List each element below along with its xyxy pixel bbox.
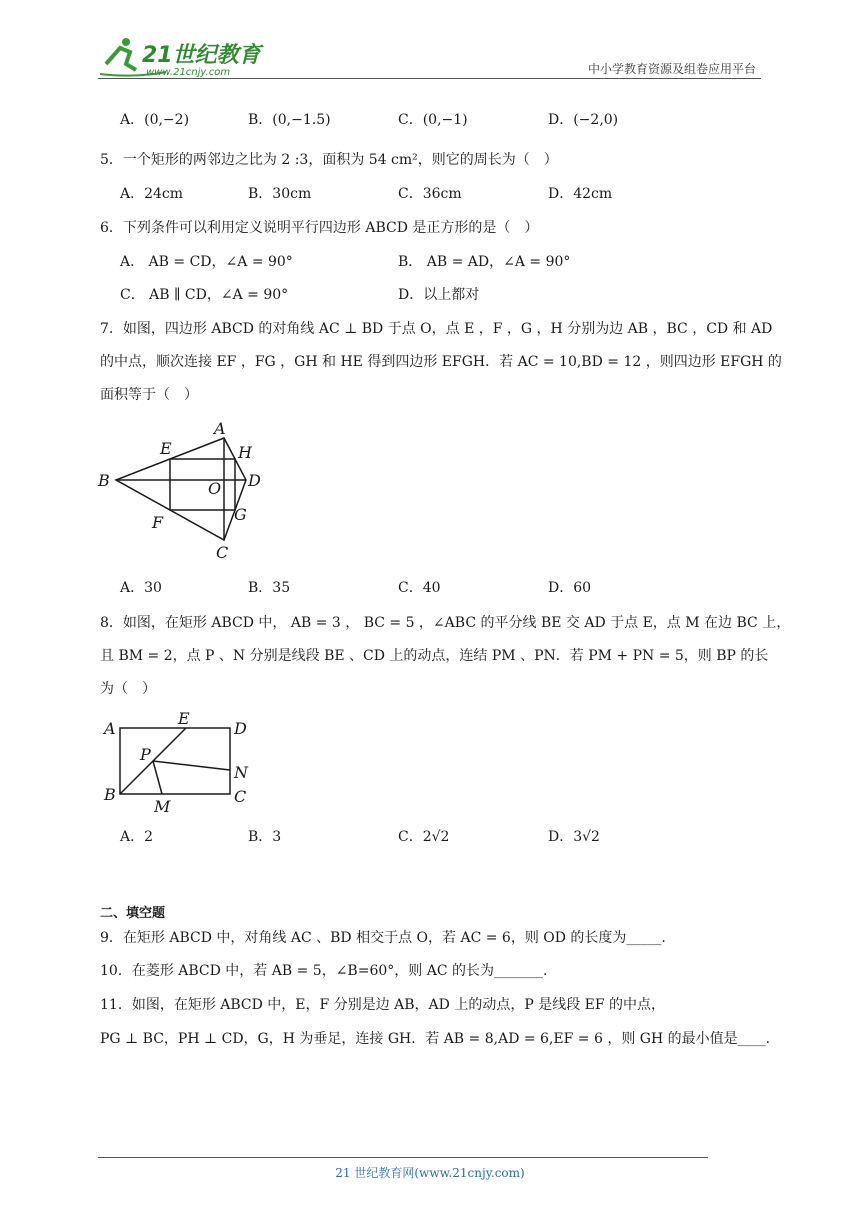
section-fill-in-title: 二、填空题 bbox=[100, 906, 166, 921]
q7-option-b: B．35 bbox=[248, 580, 291, 596]
q8-label-m: M bbox=[154, 797, 171, 816]
q7-quad-abcd bbox=[116, 438, 246, 540]
q8-segment-pn bbox=[153, 761, 230, 770]
q5-option-d: D．42cm bbox=[548, 186, 613, 202]
header-divider bbox=[98, 78, 761, 79]
q8-line2: 且 BM = 2，点 P 、N 分别是线段 BE 、CD 上的动点，连结 PM 、PN．若 PM + PN = 5，则 BP 的长 bbox=[100, 648, 769, 664]
q7-line1: 7．如图，四边形 ABCD 的对角线 AC ⊥ BD 于点 O，点 E ，F ，G ，H 分别为边 AB ，BC ，CD 和 AD bbox=[100, 321, 773, 337]
q9-stem: 9．在矩形 ABCD 中，对角线 AC 、BD 相交于点 O，若 AC = 6，则 OD 的长度为_____. bbox=[100, 930, 666, 946]
q7-label-h: H bbox=[238, 443, 252, 462]
q7-label-a: A bbox=[214, 419, 226, 438]
q8-segment-pm bbox=[153, 761, 162, 794]
q8-label-c: C bbox=[234, 787, 247, 806]
q8-option-b: B．3 bbox=[248, 829, 282, 845]
footer-link-text[interactable]: 21 世纪教育网(www.21cnjy.com) bbox=[335, 1166, 525, 1180]
q7-label-b: B bbox=[98, 471, 110, 490]
q8-label-n: N bbox=[234, 763, 248, 782]
q4-option-a: A．(0,−2) bbox=[120, 112, 190, 128]
q8-option-a: A．2 bbox=[120, 829, 154, 845]
q4-option-c: C．(0,−1) bbox=[398, 112, 468, 128]
q7-figure bbox=[96, 418, 276, 568]
q6-option-d: D．以上都对 bbox=[398, 287, 480, 303]
q11-line2: PG ⊥ BC，PH ⊥ CD，G，H 为垂足，连接 GH．若 AB = 8,AD = 6,EF = 6 ，则 GH 的最小值是____. bbox=[100, 1031, 771, 1047]
q7-label-o: O bbox=[208, 479, 222, 498]
q7-label-g: G bbox=[234, 505, 247, 524]
q8-label-b: B bbox=[104, 785, 116, 804]
logo-main-text: 21世纪教育 bbox=[142, 43, 261, 68]
q7-option-a: A．30 bbox=[120, 580, 162, 596]
q5-stem: 5．一个矩形的两邻边之比为 2 :3，面积为 54 cm²，则它的周长为（ ） bbox=[100, 152, 558, 168]
q8-figure bbox=[98, 708, 268, 816]
q8-line3: 为（ ） bbox=[100, 681, 156, 697]
q6-stem: 6．下列条件可以利用定义说明平行四边形 ABCD 是正方形的是（ ） bbox=[100, 220, 539, 236]
q7-option-c: C．40 bbox=[398, 580, 441, 596]
q4-option-d: D．(−2,0) bbox=[548, 112, 619, 128]
q8-label-a: A bbox=[104, 719, 116, 738]
q8-label-p: P bbox=[140, 745, 151, 764]
q7-label-f: F bbox=[152, 513, 164, 532]
q8-rect-abcd bbox=[120, 728, 230, 794]
q5-option-b: B．30cm bbox=[248, 186, 312, 202]
site-logo bbox=[96, 34, 266, 78]
q5-option-a: A．24cm bbox=[120, 186, 184, 202]
q4-option-b: B．(0,−1.5) bbox=[248, 112, 331, 128]
q7-label-d: D bbox=[248, 471, 261, 490]
q7-label-c: C bbox=[216, 543, 229, 562]
q7-quad-efgh bbox=[170, 459, 235, 510]
header-platform-text: 中小学教育资源及组卷应用平台 bbox=[587, 62, 756, 76]
q11-line1: 11．如图，在矩形 ABCD 中，E，F 分别是边 AB，AD 上的动点，P 是线段 EF 的中点， bbox=[100, 997, 666, 1013]
q6-option-c: C． AB ∥ CD，∠A = 90° bbox=[120, 287, 289, 303]
q7-line3: 面积等于（ ） bbox=[100, 387, 198, 403]
q7-line2: 的中点，顺次连接 EF ，FG ，GH 和 HE 得到四边形 EFGH．若 AC = 10,BD = 12 ，则四边形 EFGH 的 bbox=[100, 354, 782, 370]
q7-label-e: E bbox=[160, 439, 172, 458]
q8-label-d: D bbox=[234, 719, 247, 738]
footer-divider bbox=[98, 1157, 708, 1158]
q8-option-c: C．2√2 bbox=[398, 829, 450, 845]
q10-stem: 10．在菱形 ABCD 中，若 AB = 5，∠B=60°，则 AC 的长为_______. bbox=[100, 963, 548, 979]
q7-option-d: D．60 bbox=[548, 580, 592, 596]
logo-sub-text: www.21cnjy.com bbox=[146, 67, 231, 78]
q8-line1: 8．如图，在矩形 ABCD 中， AB = 3 ， BC = 5 ，∠ABC 的平分线 BE 交 AD 于点 E，点 M 在边 BC 上， bbox=[100, 615, 791, 631]
q6-option-a: A． AB = CD，∠A = 90° bbox=[120, 254, 293, 270]
q8-label-e: E bbox=[178, 709, 190, 728]
q5-option-c: C．36cm bbox=[398, 186, 462, 202]
runner-logo-icon bbox=[96, 34, 266, 78]
q6-option-b: B． AB = AD，∠A = 90° bbox=[398, 254, 571, 270]
q8-option-d: D．3√2 bbox=[548, 829, 600, 845]
